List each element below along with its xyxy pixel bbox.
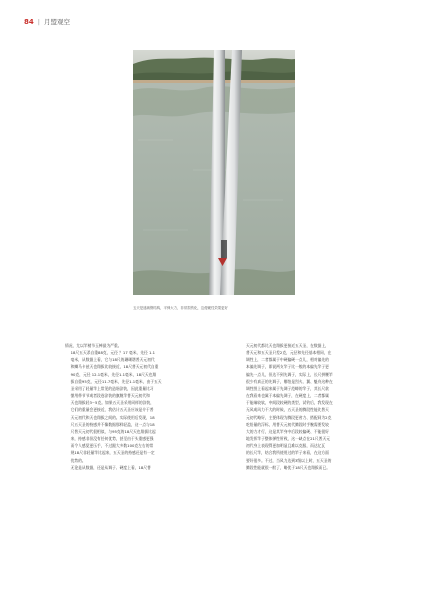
text-line: 调性图上看起来属于先调子范畴的竿子，其长尺款 <box>246 386 329 391</box>
text-line: 调性上，二者都属于中硬偏硬一点儿，相对偏先的 <box>246 358 329 363</box>
right-text-column <box>246 343 404 472</box>
text-line: 偏先一点儿，但达不到先调子，实际上，长尺拼腰竿 <box>246 372 333 377</box>
text-line: 毫米，从数据上看，它与18尺的珊瑚谱普天元初代 <box>70 358 155 363</box>
left-text-column <box>65 343 223 472</box>
text-line: 圣采用了轻量竿上常见的造诣涂装，因此重量比习 <box>70 386 154 391</box>
text-line: 于能端较软，中间段较硬的类型，试钓后，我发现在 <box>246 401 333 406</box>
text-line: 大的力才行，这是其竿身中后段较偏硬、不能很好 <box>246 429 329 434</box>
text-line: 90克，元径 12.1毫米，先径1.1毫米，18尺天也翔 <box>70 372 157 377</box>
text-line: 天也翔拔轻3~5克。如果五天圣采用同样的涂装， <box>70 401 155 406</box>
text-line: 而令人感觉更压手，不过跟大多数100克左右的常 <box>70 444 154 449</box>
text-line: 在我看来也属于本偏先调子，在硬度上，二者都属 <box>246 394 329 399</box>
text-line: 地发挥竿子整体弹性所致，这一缺点在21尺普天元 <box>246 437 330 442</box>
text-line: 元初代略好，主要体现为腾段更省力、搭配同为2克 <box>246 415 332 420</box>
text-line: 优势的。 <box>70 458 86 463</box>
body-paragraph <box>65 343 223 350</box>
text-line: 本偏先调子，即说两支竿子比一般的本偏先竿子更 <box>246 365 329 370</box>
section-title: 月盟观空 <box>43 18 70 26</box>
text-line: 尺五天圣的持感并不像数据那样轻盈，这一点与18 <box>70 422 155 427</box>
header-separator: | <box>37 18 40 26</box>
text-line: 天元初代都比天也翔拔更接近五天圣，在数据上， <box>246 344 329 348</box>
body-paragraph <box>65 465 223 472</box>
text-line: 的长尺竿，结合我所使用过的竿子来看，在这方面 <box>246 451 329 456</box>
text-line: 来，持感非但没有任何优势，甚至由于头重感更强 <box>70 437 154 442</box>
text-line: 初代身上表现得更加明显且难以克服，而达亿瓦 <box>246 444 326 449</box>
text-line: 普天元和五天圣只差2克，元径和先径基本相同，在 <box>246 351 332 356</box>
text-line: 要好很多。不过，当风力达到3级以上时，五天圣的 <box>246 458 332 463</box>
page-number: 84 <box>24 18 34 26</box>
text-line: 规18尺非轻量竿比起来，五天圣的持感还是有一定 <box>70 451 155 456</box>
fishing-rod-photo <box>133 50 295 295</box>
text-line: 天元初代和天也翔拔之间的。实际使用后发现，18 <box>70 415 155 420</box>
text-line: 无风或风力不大的时候，五天圣的腾段性能比普天 <box>246 408 329 413</box>
text-line: 惯用带节节或者段卷涂装的旗舰竿普天元初代和 <box>70 394 150 399</box>
page-header <box>24 16 70 28</box>
text-line: 很少有真正的先调子，哪怕是烈火、翼、魁舟这种在 <box>246 379 333 384</box>
text-line: 腾段性能就很一般了，略优于18尺天也翔拔而已。 <box>246 465 330 470</box>
photo-illustration <box>133 50 295 295</box>
photo-caption: 五天是递减钢结构，平弹大力，非常损伤化，这便硬性效果更好 <box>133 306 228 310</box>
text-line: 情况，尤以竿梢节玉棒最为严重。 <box>65 344 122 348</box>
text-line: 吃铅量的浮标，用普天元初代腾段时手腕需要发较 <box>246 422 329 427</box>
text-line: 它们的重量会更接近，我估计五天圣应该是介于普 <box>70 408 154 413</box>
rod-label-marking <box>221 240 227 258</box>
text-line: 尺普天元初代很相似，与95克的18尺天也翔拔比起 <box>70 429 156 434</box>
body-paragraph <box>65 350 223 465</box>
text-line: 和鲫马卡兹天也翔拔比较接近，18尺普天元初代自重 <box>70 365 159 370</box>
body-paragraph <box>246 343 404 472</box>
text-line: 18尺五天杀自重88克，元径 ？17 毫米，先径 1.1 <box>70 351 156 356</box>
text-line: 拔自重95克，元径11.7毫米，先径1.1毫米，由于五天 <box>70 379 162 384</box>
text-line: 无论是从数据，还是从调子、硬度上看，18尺普 <box>70 465 151 470</box>
